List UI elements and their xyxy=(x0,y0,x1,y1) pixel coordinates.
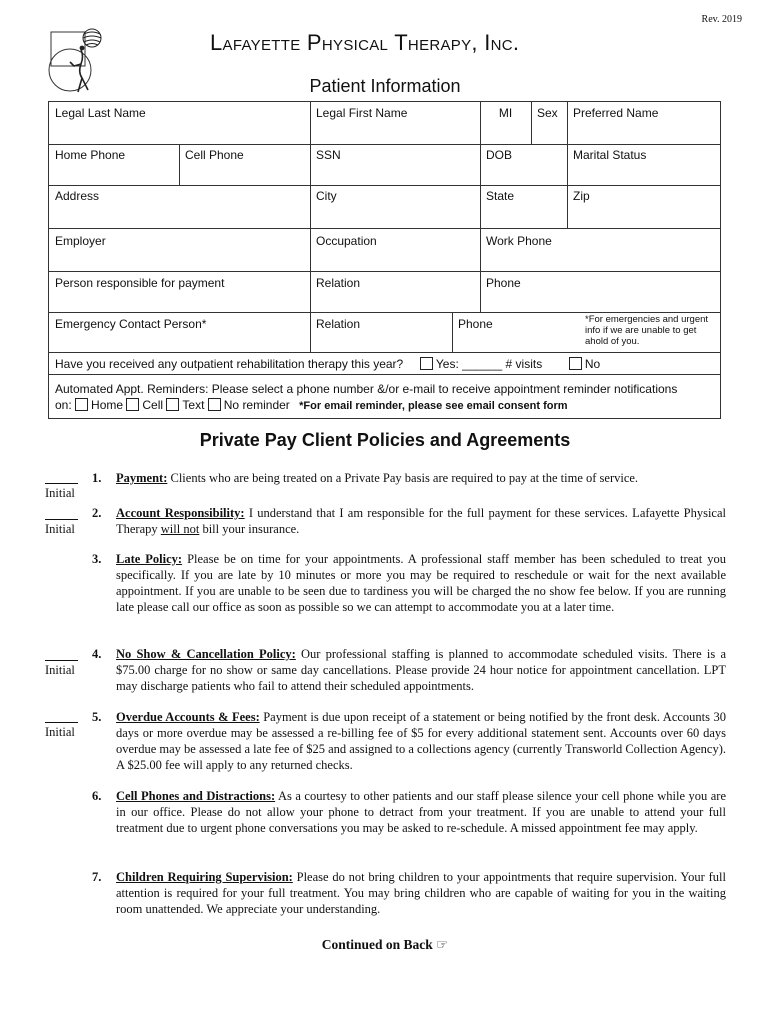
emergency-relation-field[interactable]: Relation xyxy=(316,317,361,331)
person-responsible-field[interactable]: Person responsible for payment xyxy=(55,276,225,290)
marital-status-field[interactable]: Marital Status xyxy=(573,148,647,162)
legal-first-name-field[interactable]: Legal First Name xyxy=(316,106,408,120)
cell-phone-field[interactable]: Cell Phone xyxy=(185,148,244,162)
dob-field[interactable]: DOB xyxy=(486,148,513,162)
emergency-phone-field[interactable]: Phone xyxy=(458,317,493,331)
state-field[interactable]: State xyxy=(486,189,515,203)
phone-field[interactable]: Phone xyxy=(486,276,521,290)
reminder-home-label: Home xyxy=(91,398,124,412)
policy-item: 1. Payment: Clients who are being treated on a Private Pay basis are required to pay at the time of service. xyxy=(92,471,639,485)
policy-item: 7. Children Requiring Supervision: Please do not bring children to your appointments that require supervision. Your full attention is required for your full treatment. You may bring children who are capable of waiting for you in the waiting room unattended. We appreciate your understanding. xyxy=(92,870,726,916)
address-field[interactable]: Address xyxy=(55,189,100,203)
zip-field[interactable]: Zip xyxy=(573,189,590,203)
pointing-hand-icon: ☞ xyxy=(436,937,449,952)
rehab-question: Have you received any outpatient rehabilitation therapy this year? xyxy=(55,357,404,371)
initial-line-5[interactable]: Initial xyxy=(45,708,78,740)
revision-label: Rev. 2019 xyxy=(701,14,742,25)
policy-item: 6. Cell Phones and Distractions: As a courtesy to other patients and our staff please silence your cell phone while you are in our office. Please do not allow your phone to detract from your treatment. If you are unable to attend your full treatment due to urgent phone conversations you may be asked to re-schedule. A missed appointment fee may apply. xyxy=(92,789,727,835)
home-phone-field[interactable]: Home Phone xyxy=(55,148,126,162)
initial-line-4[interactable]: Initial xyxy=(45,646,78,678)
preferred-name-field[interactable]: Preferred Name xyxy=(573,106,659,120)
reminder-cell-label: Cell xyxy=(142,398,164,412)
emergency-contact-field[interactable]: Emergency Contact Person* xyxy=(55,317,207,331)
reminder-text-checkbox[interactable] xyxy=(166,398,179,411)
rehab-yes-checkbox[interactable] xyxy=(420,357,433,370)
reminder-none-checkbox[interactable] xyxy=(208,398,221,411)
policy-item: 2. Account Responsibility: I understand that I am responsible for the full payment for these services. Lafayette Physical Therapy will not bill your insurance. xyxy=(92,506,726,536)
city-field[interactable]: City xyxy=(316,189,337,203)
continued-on-back: Continued on Back ☞ xyxy=(321,937,449,952)
reminder-none-label: No reminder xyxy=(223,398,290,412)
reminder-cell-checkbox[interactable] xyxy=(126,398,139,411)
policy-item: 5. Overdue Accounts & Fees: Payment is due upon receipt of a statement or being notified by the front desk. Accounts 30 days or more overdue may be assessed a re-billing fee of $5 for every additional statement sent. Accounts over 60 days overdue may be assessed a late fee of $25 and assigned to a collections agency (currently Transworld Collection Agency). A $25.00 fee will apply to any returned checks. xyxy=(92,710,726,772)
rehab-no-checkbox[interactable] xyxy=(569,357,582,370)
work-phone-field[interactable]: Work Phone xyxy=(486,234,552,248)
rehab-no-label: No xyxy=(584,357,601,371)
ssn-field[interactable]: SSN xyxy=(316,148,341,162)
policy-item: 4. No Show & Cancellation Policy: Our professional staffing is planned to accommodate scheduled visits. There is a $75.00 charge for no show or same day cancellations. Please provide 24 hour notice for appointment cancellation. LPT may discharge patients who fail to attend their scheduled appointments. xyxy=(92,647,726,693)
reminder-row xyxy=(49,377,720,418)
page-subtitle: Patient Information xyxy=(309,76,461,96)
email-consent-note: *For email reminder, please see email consent form xyxy=(299,400,568,412)
mi-field[interactable]: MI xyxy=(498,106,513,120)
legal-last-name-field[interactable]: Legal Last Name xyxy=(55,106,146,120)
initial-line-2[interactable]: Initial xyxy=(45,505,78,537)
sex-field[interactable]: Sex xyxy=(537,106,558,120)
reminder-text-label: Text xyxy=(182,398,205,412)
policy-item: 3. Late Policy: Please be on time for your appointments. A professional staff member has been scheduled to treat you specifically. If you are late by 10 minutes or more you may be required to reschedule or wait for the next available appointment. If you are unable to be seen due to tardiness you will be charged the no show fee below. If you are running late please call our office as soon as possible so we can attempt to accommodate you at a later time. xyxy=(92,552,727,614)
rehab-question-row xyxy=(49,353,720,375)
reminder-on-label: on: xyxy=(55,398,72,412)
employer-field[interactable]: Employer xyxy=(55,234,106,248)
page-title: Lafayette Physical Therapy, Inc. xyxy=(210,30,520,55)
patient-info-form xyxy=(48,101,721,419)
relation-field[interactable]: Relation xyxy=(316,276,361,290)
initial-line-1[interactable]: Initial xyxy=(45,469,78,501)
occupation-field[interactable]: Occupation xyxy=(316,234,377,248)
policies-title: Private Pay Client Policies and Agreements xyxy=(199,430,571,450)
emergency-note: *For emergencies and urgent info if we are unable to get ahold of you. xyxy=(585,314,709,347)
reminder-home-checkbox[interactable] xyxy=(75,398,88,411)
rehab-yes-label: Yes: ______ # visits xyxy=(435,357,543,371)
reminder-text: Automated Appt. Reminders: Please select a phone number &/or e-mail to receive appointment reminder notifications xyxy=(55,382,678,396)
